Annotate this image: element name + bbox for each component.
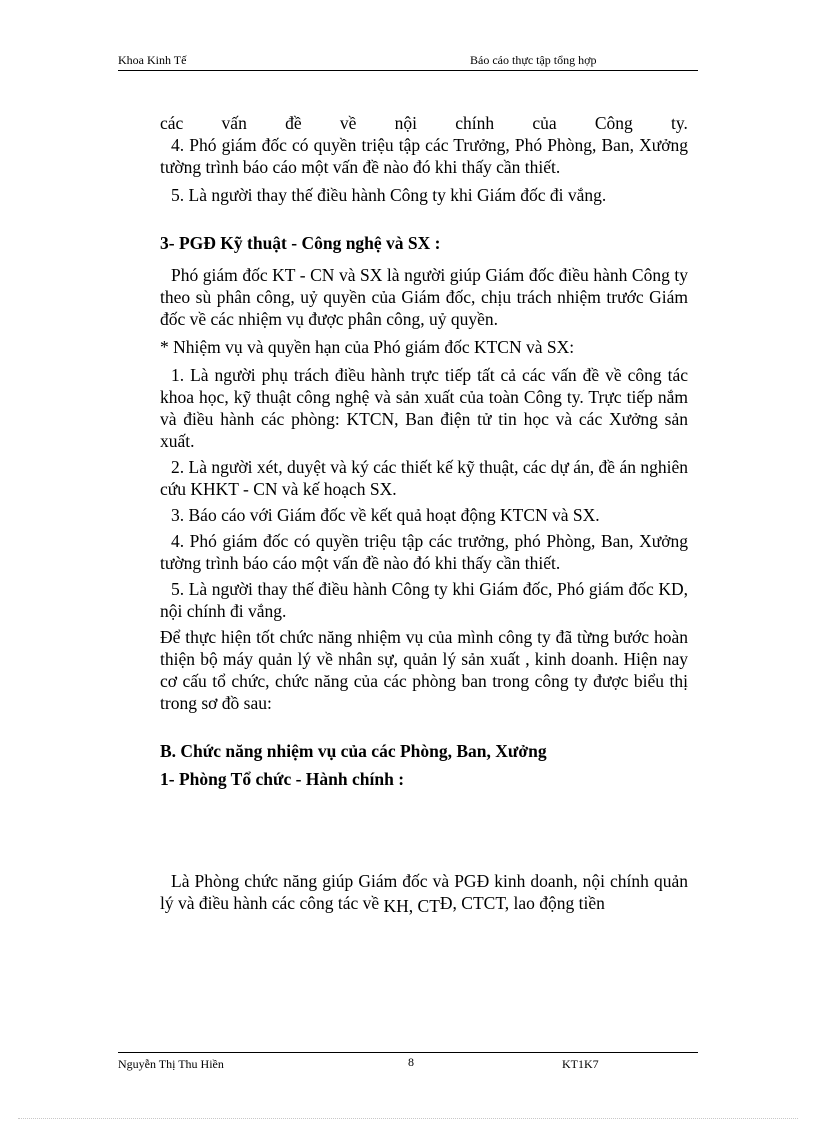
para-text-lowered: KH, CT — [383, 896, 440, 916]
intro-item-5: 5. Là người thay thế điều hành Công ty khi Giám đốc đi vắng. — [171, 185, 607, 205]
intro-word: ty. — [671, 113, 688, 133]
duty-heading: * Nhiệm vụ và quyền hạn của Phó giám đốc KTCN và SX: — [160, 337, 575, 357]
intro-word: đề — [285, 113, 302, 133]
header-left: Khoa Kinh Tế — [118, 53, 187, 67]
duty-item-2: 2. Là người xét, duyệt và ký các thiết kế kỹ thuật, các dự án, đề án nghiên cứu KHKT - CN và kế hoạch SX. — [160, 457, 688, 499]
intro-word: về — [339, 113, 357, 133]
section-3-intro: Phó giám đốc KT - CN và SX là người giúp Giám đốc điều hành Công ty theo sù phân công, uỷ quyền của Giám đốc, chịu trách nhiệm trước Giám đốc về các nhiệm vụ được phân công, uỷ quyền. — [160, 265, 688, 329]
intro-word: của — [532, 113, 557, 133]
page-number: 8 — [408, 1055, 414, 1069]
section-b-paragraph — [160, 870, 688, 914]
section-3-title: 3- PGĐ Kỹ thuật - Công nghệ và SX : — [160, 233, 441, 253]
page-header — [118, 52, 698, 71]
intro-word: vấn — [221, 113, 247, 133]
page-footer — [118, 1052, 698, 1073]
closing-paragraph: Để thực hiện tốt chức năng nhiệm vụ của mình công ty đã từng bước hoàn thiện bộ máy quản lý về nhân sự, quản lý sản xuất , kinh doanh. Hiện nay cơ cấu tổ chức, chức năng của các phòng ban trong công ty được biểu thị trong sơ đồ sau: — [160, 627, 688, 713]
intro-item-4: 4. Phó giám đốc có quyền triệu tập các Trưởng, Phó Phòng, Ban, Xưởng tường trình báo cáo một vấn đề nào đó khi thấy cần thiết. — [160, 135, 688, 177]
footer-author: Nguyễn Thị Thu Hiền — [118, 1057, 224, 1071]
duty-item-1: 1. Là người phụ trách điều hành trực tiếp tất cả các vấn đề về công tác khoa học, kỹ thuật công nghệ và sản xuất của toàn Công ty. Trực tiếp nắm và điều hành các phòng: KTCN, Ban điện tử tin học và các Xưởng sản xuất. — [160, 365, 688, 451]
document-body — [160, 112, 688, 914]
para-text-end: Đ, CTCT, lao động tiền — [439, 893, 605, 913]
section-b-title: B. Chức năng nhiệm vụ của các Phòng, Ban, Xưởng — [160, 741, 547, 761]
intro-word: các — [160, 113, 184, 133]
header-right: Báo cáo thực tập tổng hợp — [470, 53, 597, 67]
page-edge-line — [18, 1118, 798, 1119]
para-text-start: Là Phòng chức năng giúp Giám đốc và PGĐ kinh doanh, nội chính quản lý và điều hành các công tác về — [160, 871, 688, 913]
section-b-subtitle: 1- Phòng Tổ chức - Hành chính : — [160, 769, 405, 789]
intro-word: nội — [394, 113, 417, 133]
intro-word: chính — [455, 113, 495, 133]
duty-item-4: 4. Phó giám đốc có quyền triệu tập các trưởng, phó Phòng, Ban, Xưởng tường trình báo cáo một vấn đề nào đó khi thấy cần thiết. — [160, 531, 688, 573]
intro-word: Công — [594, 113, 633, 133]
footer-class: KT1K7 — [562, 1057, 599, 1071]
duty-item-3: 3. Báo cáo với Giám đốc về kết quả hoạt động KTCN và SX. — [171, 505, 600, 525]
duty-item-5: 5. Là người thay thế điều hành Công ty khi Giám đốc, Phó giám đốc KD, nội chính đi vắng. — [160, 579, 688, 621]
intro-line — [160, 112, 688, 134]
